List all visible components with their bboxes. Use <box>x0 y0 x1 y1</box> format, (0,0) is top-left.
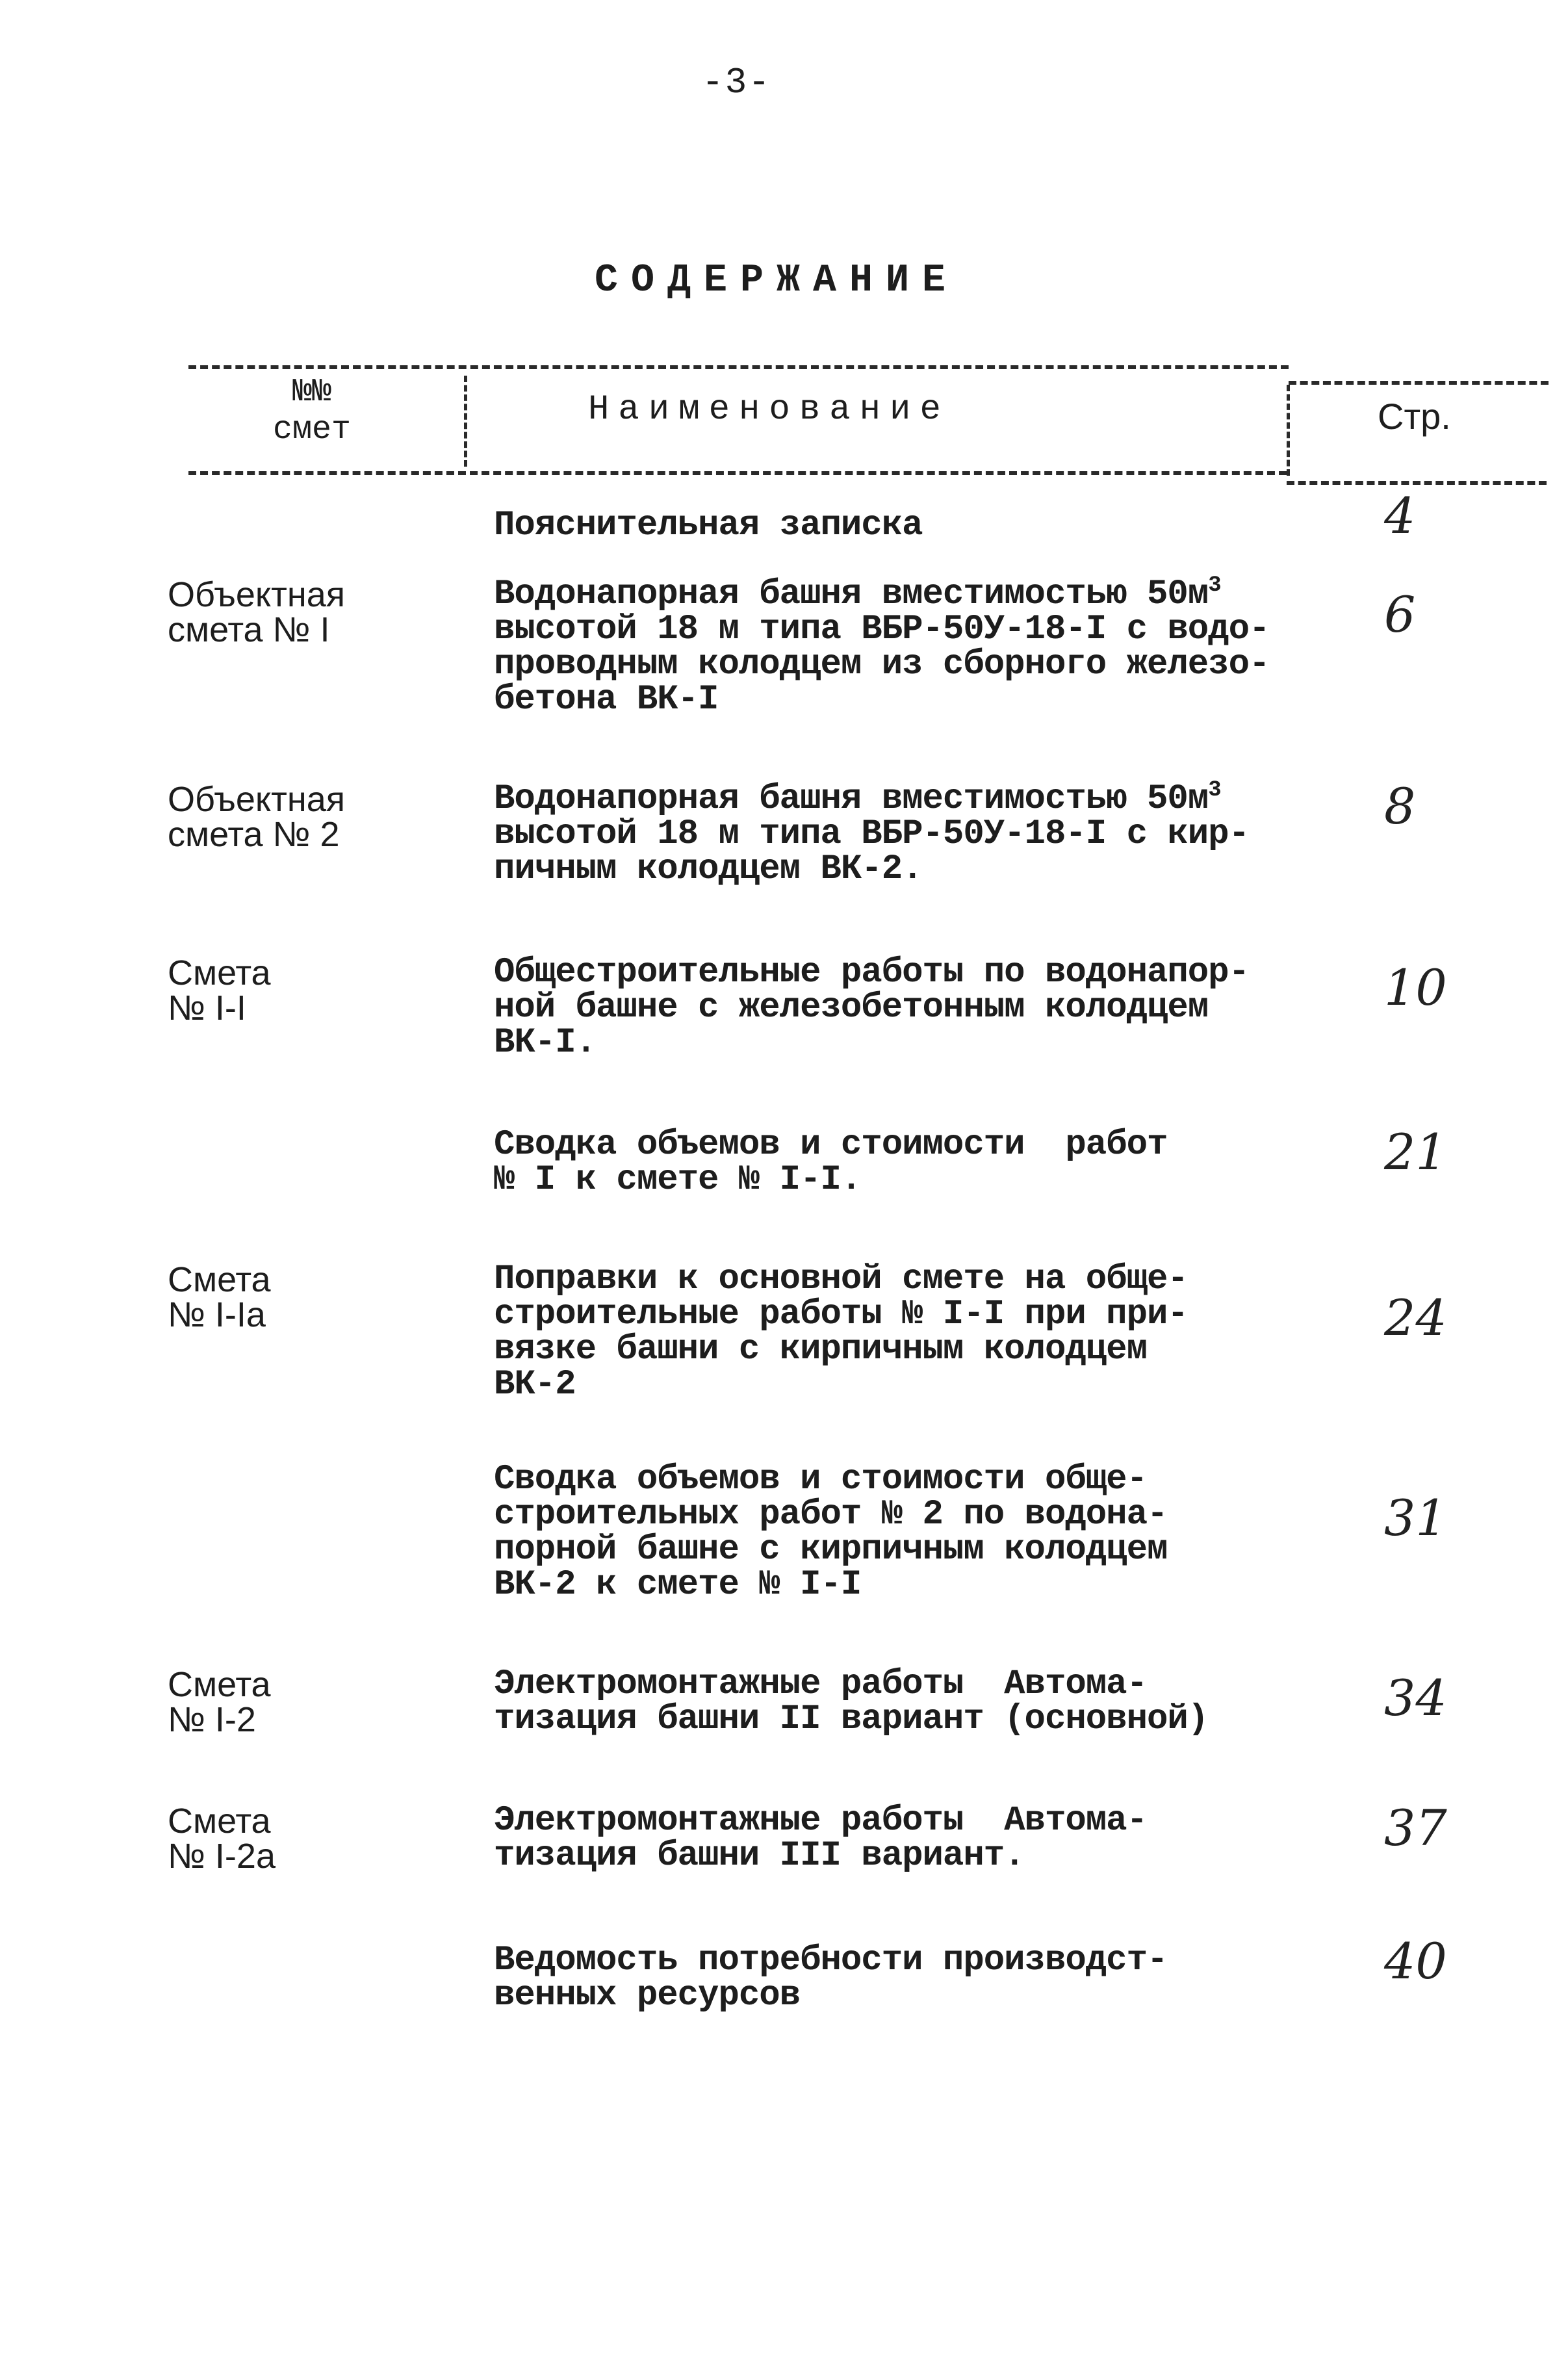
toc-name-line: Водонапорная башня вместимостью 50м <box>494 575 1209 614</box>
toc-name <box>494 1125 1313 1200</box>
toc-code-line: № I-2а <box>168 1837 276 1876</box>
toc-page: 40 <box>1384 1932 1447 1990</box>
toc-name-line: строительных работ № 2 по водона- <box>494 1495 1168 1534</box>
toc-code <box>168 782 345 852</box>
superscript: 3 <box>1208 778 1221 803</box>
header-code-line1: №№ <box>292 374 331 411</box>
superscript: 3 <box>1208 573 1221 598</box>
header-bottom-rule <box>188 471 1287 475</box>
toc-page: 34 <box>1384 1669 1447 1727</box>
toc-name-line: № I к смете № I-I. <box>494 1160 862 1200</box>
toc-name-line: порной башне с кирпичным колодцем <box>494 1530 1168 1570</box>
toc-name <box>494 508 1313 543</box>
toc-name-line: Общестроительные работы по водонапор- <box>494 953 1249 992</box>
toc-name-line: бетона ВК-I <box>494 680 719 719</box>
toc-code-line: Смета <box>168 1665 271 1704</box>
toc-name-line: тизация башни II вариант (основной) <box>494 1700 1209 1739</box>
toc-name-line: пичным колодцем ВК-2. <box>494 849 923 889</box>
toc-page: 8 <box>1384 777 1416 835</box>
toc-name-line: строительные работы № I-I при при- <box>494 1295 1188 1334</box>
toc-name-line: Пояснительная записка <box>494 506 923 545</box>
header-separator-1 <box>464 376 467 467</box>
toc-name-line: Ведомость потребности производст- <box>494 1941 1168 1980</box>
toc-name-line: проводным колодцем из сборного железо- <box>494 645 1270 684</box>
toc-name-line: ВК-2 к смете № I-I <box>494 1565 862 1605</box>
toc-name <box>494 955 1313 1061</box>
toc-name-line: вязке башни с кирпичным колодцем <box>494 1330 1147 1369</box>
toc-code-line: Смета <box>168 1802 271 1841</box>
toc-name-line: Водонапорная башня вместимостью 50м <box>494 779 1209 819</box>
toc-code-line: Объектная <box>168 575 345 614</box>
toc-name-line: венных ресурсов <box>494 1976 801 2015</box>
header-page: Стр. <box>1378 396 1451 437</box>
header-separator-2 <box>1287 385 1290 476</box>
toc-code <box>168 1667 271 1737</box>
toc-code-line: № I-I <box>168 989 246 1028</box>
toc-code <box>168 1804 276 1874</box>
toc-name <box>494 1262 1313 1403</box>
toc-page: 10 <box>1384 959 1447 1016</box>
header-top-rule-right <box>1289 381 1549 385</box>
page-title: СОДЕРЖАНИЕ <box>595 259 959 303</box>
page-number: -3- <box>702 62 771 103</box>
header-top-rule <box>188 365 1289 369</box>
toc-name <box>494 778 1313 889</box>
toc-name <box>494 1801 1313 1876</box>
toc-name <box>494 1462 1313 1603</box>
toc-page: 21 <box>1384 1123 1447 1181</box>
toc-name-line: Электромонтажные работы Автома- <box>494 1801 1147 1841</box>
toc-name-line: высотой 18 м типа ВБР-50У-18-I с водо- <box>494 610 1270 649</box>
toc-name-line: Сводка объемов и стоимости работ <box>494 1125 1168 1165</box>
toc-name <box>494 573 1313 719</box>
toc-page: 37 <box>1384 1799 1447 1857</box>
toc-code <box>168 577 345 647</box>
toc-name-line: Сводка объемов и стоимости обще- <box>494 1460 1147 1499</box>
toc-name <box>494 1943 1313 2013</box>
toc-code-line: № I-2 <box>168 1700 256 1739</box>
toc-name-line: тизация башни III вариант. <box>494 1836 1025 1876</box>
toc-code-line: Смета <box>168 953 271 992</box>
toc-code-line: № I-Iа <box>168 1295 266 1334</box>
toc-code-line: смета № I <box>168 610 330 649</box>
toc-page: 24 <box>1384 1289 1447 1347</box>
toc-page: 6 <box>1384 586 1416 643</box>
toc-name-line: Поправки к основной смете на обще- <box>494 1260 1188 1299</box>
toc-page: 4 <box>1384 487 1416 545</box>
toc-code <box>168 1262 271 1332</box>
header-code <box>214 374 409 449</box>
toc-name-line: ной башне с железобетонным колодцем <box>494 988 1209 1028</box>
header-code-line2: смет <box>272 411 352 448</box>
toc-name-line: ВК-I. <box>494 1023 597 1063</box>
toc-name-line: высотой 18 м типа ВБР-50У-18-I с кир- <box>494 814 1249 854</box>
toc-name <box>494 1664 1313 1739</box>
toc-name-line: Электромонтажные работы Автома- <box>494 1664 1147 1704</box>
header-bottom-rule-right <box>1287 481 1547 485</box>
toc-code <box>168 955 271 1026</box>
header-name: Наименование <box>588 390 950 430</box>
toc-code-line: Объектная <box>168 780 345 819</box>
toc-page: 31 <box>1384 1489 1447 1547</box>
toc-code-line: Смета <box>168 1260 271 1299</box>
toc-name-line: ВК-2 <box>494 1365 576 1404</box>
toc-code-line: смета № 2 <box>168 815 340 854</box>
